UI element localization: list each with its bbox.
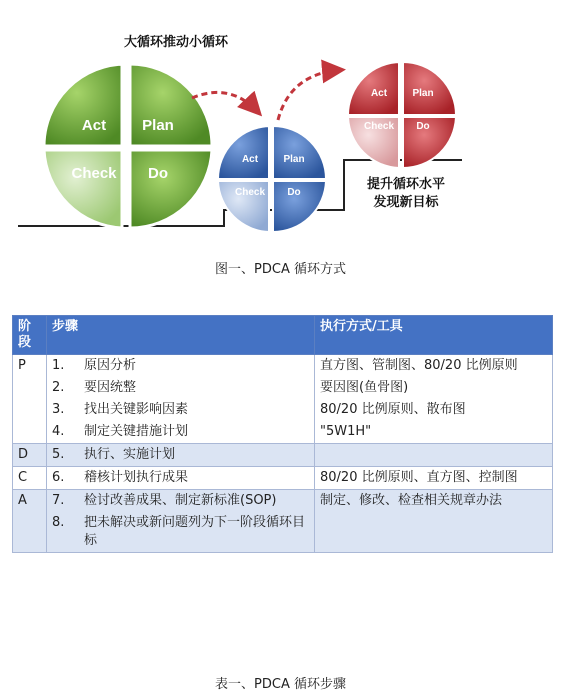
tool-cell: 80/20 比例原则、直方图、控制图	[315, 467, 553, 490]
phase-cell: P	[13, 355, 47, 378]
step-number: 3.	[52, 402, 65, 417]
phase-cell	[13, 421, 47, 444]
table-row	[13, 467, 553, 490]
step-number: 2.	[52, 380, 65, 395]
step-cell	[47, 444, 315, 467]
red-do-label: Do	[416, 121, 430, 132]
green-do-label: Do	[148, 165, 168, 182]
tool-cell: "5W1H"	[315, 421, 553, 444]
green-pdca-circle	[44, 64, 212, 228]
step-cell	[47, 467, 315, 490]
red-check-label: Check	[363, 121, 395, 132]
step-cell	[47, 399, 315, 421]
green-act-label: Act	[81, 117, 107, 134]
step-number: 1.	[52, 358, 65, 373]
step-text: 制定关键措施计划	[84, 424, 189, 439]
step-text: 原因分析	[84, 358, 137, 373]
table-caption: 表一、PDCA 循环步骤	[215, 677, 346, 692]
table-row	[13, 444, 553, 467]
table-row	[13, 421, 553, 444]
tool-cell: 要因图(鱼骨图)	[315, 377, 553, 399]
step-number: 5.	[52, 447, 65, 462]
step-text: 要因统整	[84, 380, 137, 395]
header-tool: 执行方式/工具	[315, 316, 553, 355]
tool-cell: 直方图、管制图、80/20 比例原则	[315, 355, 553, 378]
table-header-row	[13, 316, 553, 355]
table-row	[13, 490, 553, 513]
step-number: 8.	[52, 515, 65, 530]
tool-cell: 80/20 比例原则、散布图	[315, 399, 553, 421]
phase-cell	[13, 512, 47, 553]
bottom-title-line1: 提升循环水平	[366, 177, 446, 192]
step-text: 把未解决或新问题列为下一阶段循环目标	[84, 515, 306, 548]
step-text: 执行、实施计划	[84, 447, 176, 462]
blue-plan-label: Plan	[283, 154, 305, 165]
phase-cell: C	[13, 467, 47, 490]
green-check-label: Check	[71, 165, 117, 182]
tool-cell	[315, 512, 553, 553]
step-text: 检讨改善成果、制定新标准(SOP)	[84, 493, 277, 508]
step-cell	[47, 512, 315, 553]
red-plan-label: Plan	[412, 88, 434, 99]
phase-cell: D	[13, 444, 47, 467]
pdca-steps-table	[12, 315, 553, 553]
phase-cell	[13, 399, 47, 421]
header-phase: 阶段	[13, 316, 47, 355]
step-cell	[47, 421, 315, 444]
step-text: 稽核计划执行成果	[84, 470, 189, 485]
tool-cell	[315, 444, 553, 467]
tool-cell: 制定、修改、检查相关规章办法	[315, 490, 553, 513]
step-number: 6.	[52, 470, 65, 485]
header-step: 步骤	[47, 316, 315, 355]
blue-act-label: Act	[241, 154, 259, 165]
top-title: 大循环推动小循环	[123, 35, 229, 50]
table-row	[13, 512, 553, 553]
blue-check-label: Check	[234, 187, 266, 198]
step-number: 4.	[52, 424, 65, 439]
table-row	[13, 399, 553, 421]
pdca-diagram	[0, 0, 561, 240]
blue-pdca-circle	[218, 126, 326, 232]
table-row	[13, 377, 553, 399]
step-cell	[47, 355, 315, 378]
step-number: 7.	[52, 493, 65, 508]
step-cell	[47, 377, 315, 399]
table-row	[13, 355, 553, 378]
phase-cell	[13, 377, 47, 399]
blue-do-label: Do	[287, 187, 301, 198]
red-pdca-circle	[348, 62, 456, 168]
red-act-label: Act	[370, 88, 388, 99]
step-text: 找出关键影响因素	[84, 402, 189, 417]
arrow-blue-to-red	[278, 70, 340, 120]
figure-caption: 图一、PDCA 循环方式	[215, 262, 346, 277]
phase-cell: A	[13, 490, 47, 513]
green-plan-label: Plan	[142, 117, 174, 134]
bottom-title-line2: 发现新目标	[373, 195, 439, 210]
step-cell	[47, 490, 315, 513]
